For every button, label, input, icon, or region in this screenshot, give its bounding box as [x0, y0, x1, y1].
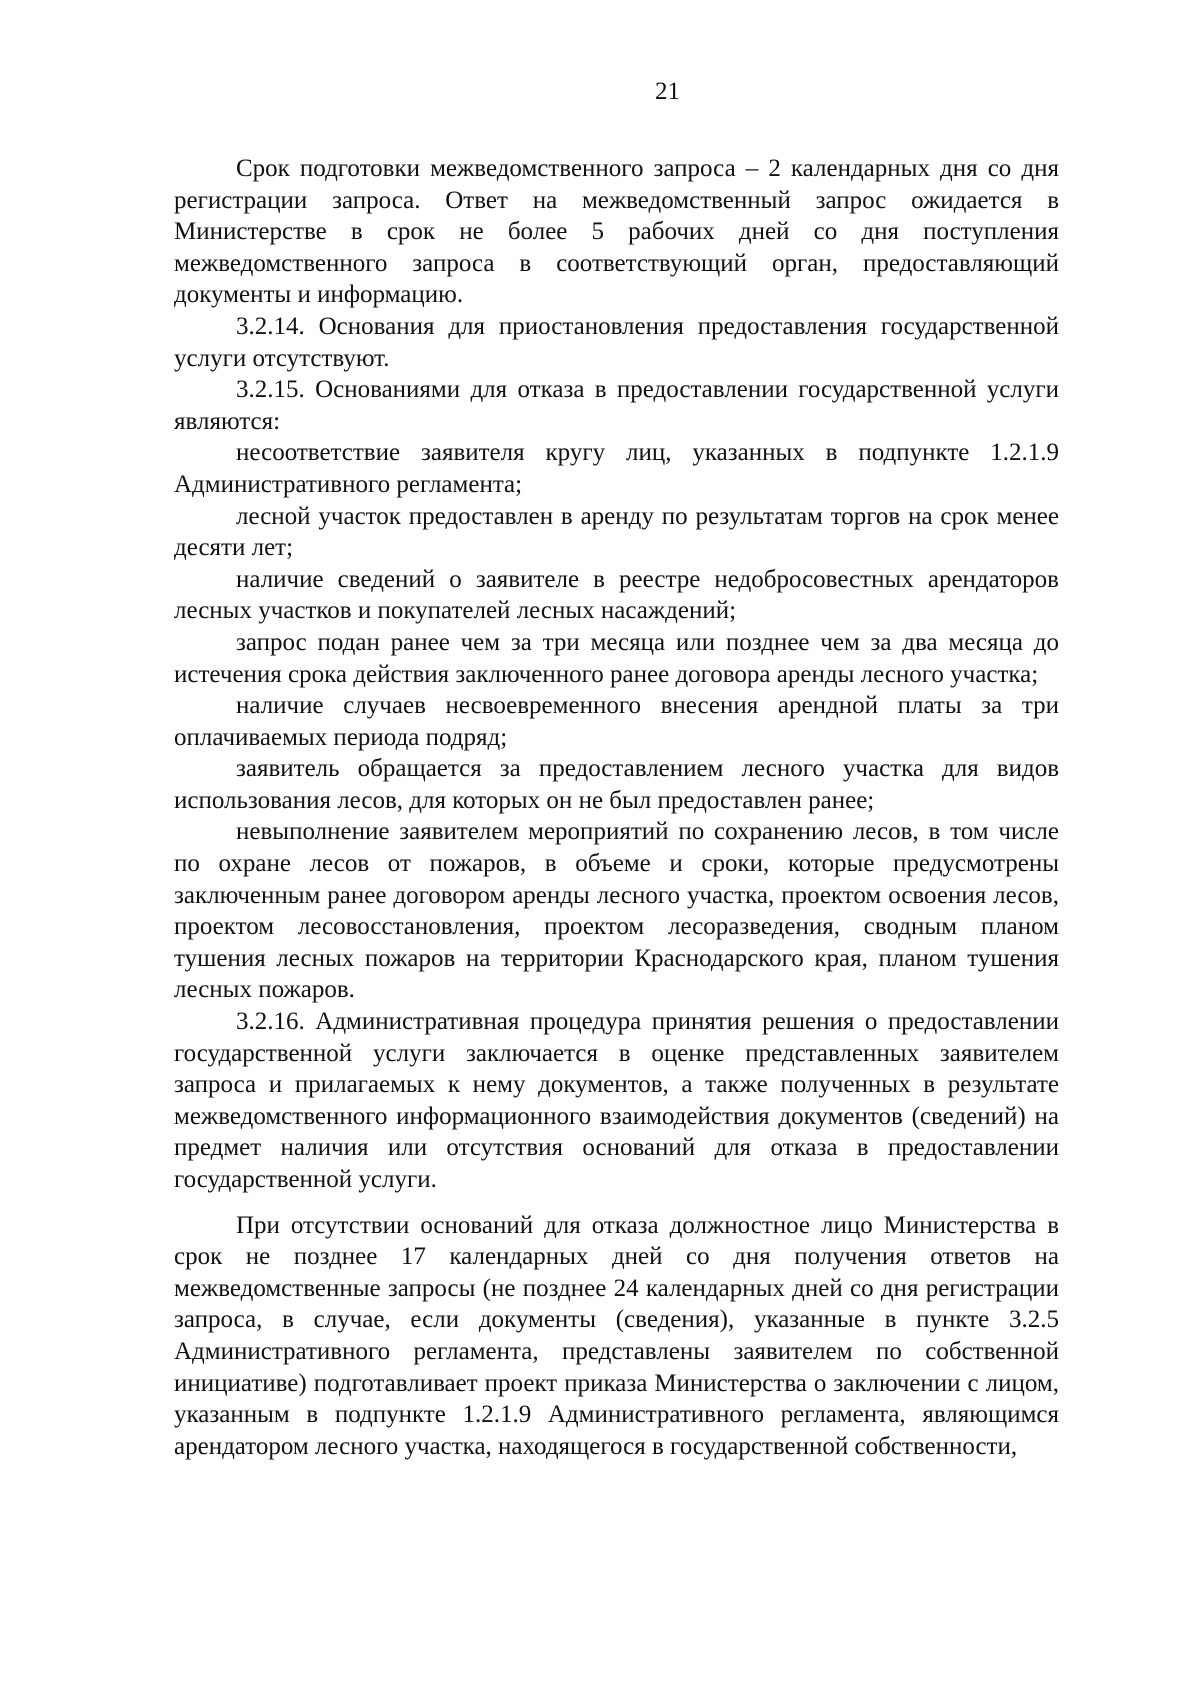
refusal-ground-registry: наличие сведений о заявителе в реестре недобросовестных арендаторов лесных участков и покупателей лесных насаждений; — [174, 565, 1059, 625]
paragraph-no-refusal-grounds: При отсутствии оснований для отказа должностное лицо Министерства в срок не позднее 17 календарных дней со дня получения ответов на межведомственные запросы (не позднее 24 календарных дней со дня регистрации запроса, в случае, если документы (сведения), указанные в пункте 3.2.5 Административного регламента, представлены заявителем по собственной инициативе) подготавливает проект приказа Министерства о заключении с лицом, указанным в подпункте 1.2.1.9 Административного регламента, являющимся арендатором лесного участка, находящегося в государственной собственности, — [174, 1211, 1059, 1460]
paragraph-3-2-14: 3.2.14. Основания для приостановления предоставления государственной услуги отсутствуют. — [174, 312, 1059, 372]
refusal-ground-request-timing: запрос подан ранее чем за три месяца или позднее чем за два месяца до истечения срока действия заключенного ранее договора аренды лесного участка; — [174, 628, 1059, 688]
refusal-ground-applicant-mismatch: несоответствие заявителя кругу лиц, указанных в подпункте 1.2.1.9 Административного регламента; — [174, 439, 1059, 498]
refusal-ground-lease-term: лесной участок предоставлен в аренду по результатам торгов на срок менее десяти лет; — [174, 502, 1059, 562]
document-body — [174, 153, 1059, 1462]
page-number: 21 — [655, 78, 680, 105]
refusal-ground-forest-protection: невыполнение заявителем мероприятий по сохранению лесов, в том числе по охране лесов от пожаров, в объеме и сроки, которые предусмотрены заключенным ранее договором аренды лесного участка, проектом освоения лесов, проектом лесовосстановления, проектом лесоразведения, сводным планом тушения лесных пожаров на территории Краснодарского края, планом тушения лесных пожаров. — [174, 818, 1059, 1004]
paragraph-3-2-16: 3.2.16. Административная процедура принятия решения о предоставлении государственной услуги заключается в оценке представленных заявителем запроса и прилагаемых к нему документов, а также полученных в результате межведомственного информационного взаимодействия документов (сведений) на предмет наличия или отсутствия оснований для отказа в предоставлении государственной услуги. — [174, 1008, 1059, 1193]
paragraph-3-2-15: 3.2.15. Основаниями для отказа в предоставлении государственной услуги являются: — [174, 376, 1059, 435]
refusal-ground-late-payments: наличие случаев несвоевременного внесения арендной платы за три оплачиваемых периода подряд; — [174, 692, 1059, 751]
refusal-ground-new-use-type: заявитель обращается за предоставлением лесного участка для видов использования лесов, для которых он не был предоставлен ранее; — [174, 755, 1059, 814]
paragraph-interagency-request-deadline: Срок подготовки межведомственного запроса – 2 календарных дня со дня регистрации запроса. Ответ на межведомственный запрос ожидается в Министерстве в срок не более 5 рабочих дней со дня поступления межведомственного запроса в соответствующий орган, предоставляющий документы и информацию. — [174, 155, 1059, 309]
